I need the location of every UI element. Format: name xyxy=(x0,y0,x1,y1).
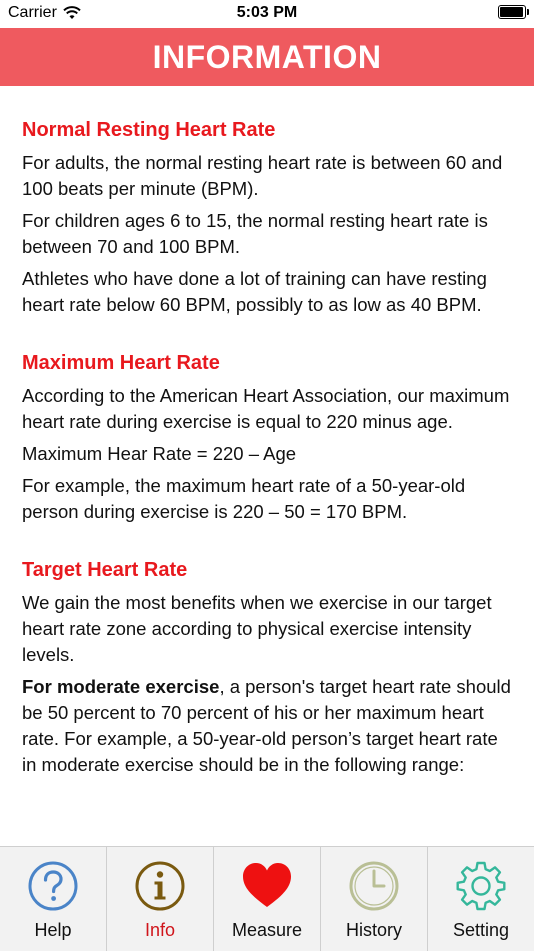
question-circle-icon xyxy=(26,859,80,913)
info-circle-icon xyxy=(133,859,187,913)
paragraph: We gain the most benefits when we exercise in our target heart rate zone according to physical exercise intensity levels. xyxy=(22,592,492,665)
section-maximum xyxy=(22,352,512,525)
paragraph: For adults, the normal resting heart rate is between 60 and 100 beats per minute (BPM). xyxy=(22,152,503,199)
tab-help[interactable] xyxy=(0,847,107,951)
tab-label: Measure xyxy=(231,920,303,940)
tab-history[interactable] xyxy=(321,847,428,951)
paragraph: Maximum Hear Rate = 220 – Age xyxy=(22,443,297,464)
paragraph-emphasis xyxy=(22,674,512,778)
section-normal-resting xyxy=(22,119,512,318)
info-content[interactable] xyxy=(0,86,534,846)
paragraph: According to the American Heart Association, our maximum heart rate during exercise is equal to 220 minus age. xyxy=(22,385,510,432)
battery-fill xyxy=(500,7,523,17)
tab-bar xyxy=(0,846,534,951)
page-title: INFORMATION xyxy=(0,28,534,86)
carrier-label: Carrier xyxy=(8,4,57,21)
status-time: 5:03 PM xyxy=(236,4,298,21)
paragraph: For children ages 6 to 15, the normal resting heart rate is between 70 and 100 BPM. xyxy=(22,210,488,257)
tab-label: History xyxy=(345,920,402,940)
clock-icon xyxy=(347,859,401,913)
section-title: Maximum Heart Rate xyxy=(22,352,220,374)
tab-label: Help xyxy=(34,920,72,940)
tab-setting[interactable] xyxy=(428,847,534,951)
emphasis-rest: , a person's target heart rate should be 50 percent to 70 percent of his or her maximum heart rate. For example, a 50-year-old person’s target heart rate in moderate exercise should be in the following range: xyxy=(22,676,511,775)
section-title: Target Heart Rate xyxy=(22,559,188,581)
heart-icon xyxy=(240,859,294,913)
tab-label: Info xyxy=(144,920,176,940)
paragraph: Athletes who have done a lot of training can have resting heart rate below 60 BPM, possibly to as low as 40 BPM. xyxy=(22,268,487,315)
emphasis-bold: For moderate exercise xyxy=(22,676,220,697)
paragraph: For example, the maximum heart rate of a 50-year-old person during exercise is 220 – 50 = 170 BPM. xyxy=(22,475,466,522)
tab-info[interactable] xyxy=(107,847,214,951)
status-bar xyxy=(0,0,534,28)
tab-label: Setting xyxy=(452,920,510,940)
tab-measure[interactable] xyxy=(214,847,321,951)
section-title: Normal Resting Heart Rate xyxy=(22,119,276,141)
gear-icon xyxy=(454,859,508,913)
section-target xyxy=(22,559,512,778)
battery-icon xyxy=(498,5,526,19)
